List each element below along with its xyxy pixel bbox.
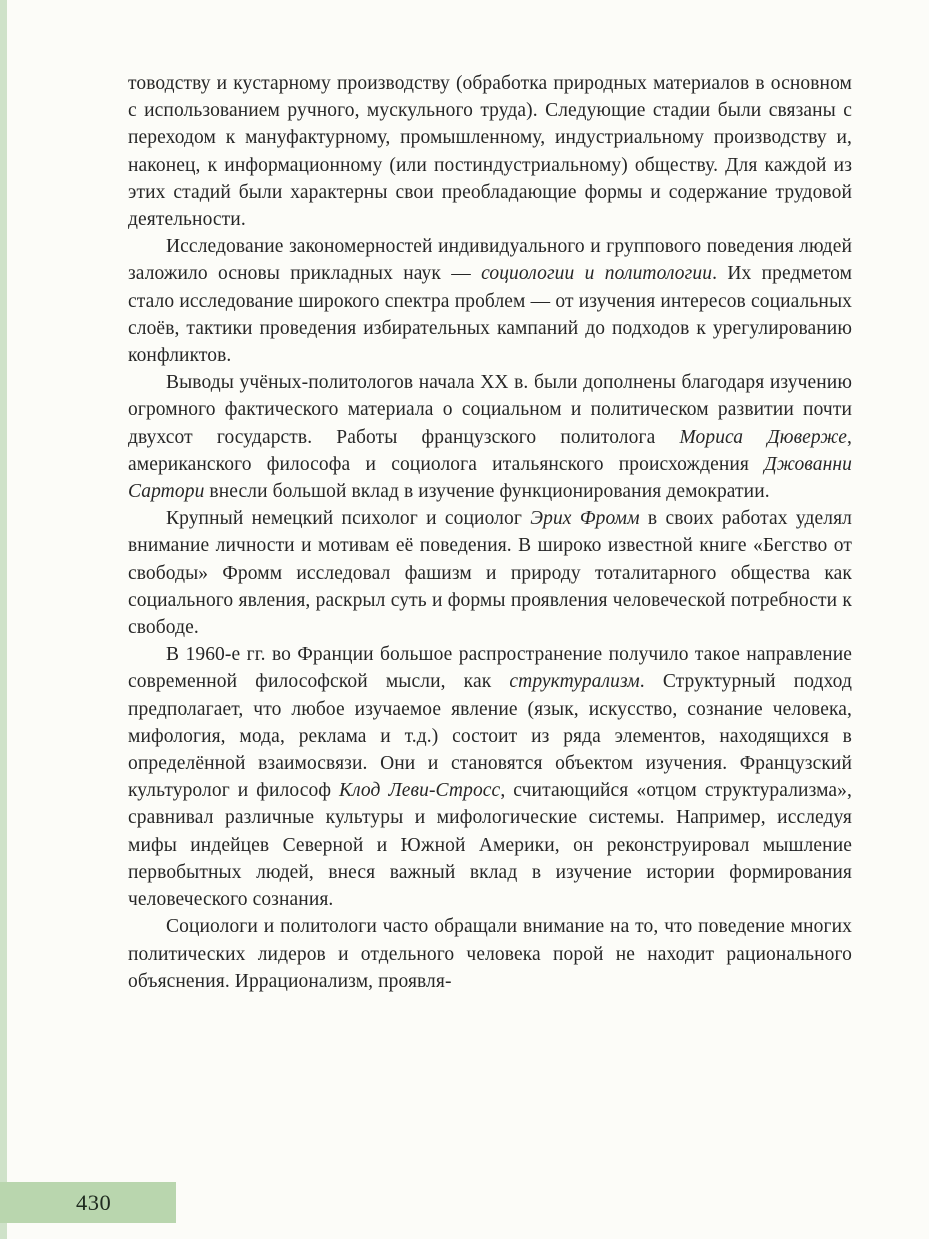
page-number: 430: [76, 1189, 112, 1215]
paragraph: [128, 913, 852, 995]
paragraph: [128, 70, 852, 233]
text-segment: Крупный немецкий психолог и социолог: [166, 508, 531, 530]
text-segment: . Структурный подход предполагает, что любое изучаемое явление (язык, искусство, сознание человека, мифология, мода, реклама и т.д.) состоит из ряда элементов, находящихся в определённой взаимосвязи. Они и становятся объектом изучения. Французский культуролог и философ: [128, 671, 852, 802]
text-segment: Социологи и политологи часто обращали внимание на то, что поведение многих политических лидеров и отдельного человека порой не находит рационального объяснения. Иррационализм, проявля-: [128, 916, 852, 992]
text-column: [128, 70, 852, 995]
paragraph: [128, 369, 852, 505]
text-segment: в своих работах уделял внимание личности и мотивам её поведения. В широко известной книге «Бегство от свободы» Фромм исследовал фашизм и природу тоталитарного общества как социального явления, раскрыл суть и формы проявления человеческой потребности к свободе.: [128, 508, 852, 639]
text-segment: внесли большой вклад в изучение функционирования демократии.: [204, 481, 770, 503]
italic-text-segment: социологии и политологии: [481, 263, 713, 285]
text-segment: , американского философа и социолога итальянского происхождения: [128, 426, 853, 475]
text-segment: Исследование закономерностей индивидуального и группового поведения людей заложило основы прикладных наук —: [128, 236, 852, 285]
text-segment: , считающийся «отцом структурализма», сравнивал различные культуры и мифологические системы. Например, исследуя мифы индейцев Северной и Южной Америки, он реконструировал мышление первобытных людей, внеся важный вклад в изучение истории формирования человеческого сознания.: [128, 780, 852, 911]
text-segment: Выводы учёных-политологов начала XX в. были дополнены благодаря изучению огромного фактического материала о социальном и политическом развитии почти двухсот государств. Работы французского политолога: [128, 372, 852, 448]
italic-text-segment: Мориса Дюверже: [679, 426, 848, 448]
paragraph: [128, 233, 852, 369]
paragraph: [128, 505, 852, 641]
italic-text-segment: структурализм: [509, 671, 640, 693]
italic-text-segment: Джованни Сартори: [128, 453, 852, 503]
italic-text-segment: Эрих Фромм: [530, 508, 640, 530]
paragraph: [128, 641, 852, 913]
text-segment: . Их предметом стало исследование широкого спектра проблем — от изучения интересов социальных слоёв, тактики проведения избирательных кампаний до подходов к урегулированию конфликтов.: [128, 263, 853, 367]
text-segment: В 1960-е гг. во Франции большое распространение получило такое направление современной философской мысли, как: [128, 644, 852, 693]
page-number-box: [0, 1182, 176, 1223]
italic-text-segment: Клод Леви-Стросс: [339, 780, 501, 802]
page-edge-strip: [0, 0, 7, 1239]
text-segment: товодству и кустарному производству (обработка природных материалов в основном с использованием ручного, мускульного труда). Следующие стадии были связаны с переходом к мануфактурному, промышленному, индустриальному производству и, наконец, к информационному (или постиндустриальному) обществу. Для каждой из этих стадий были характерны свои преобладающие формы и содержание трудовой деятельности.: [128, 73, 852, 231]
